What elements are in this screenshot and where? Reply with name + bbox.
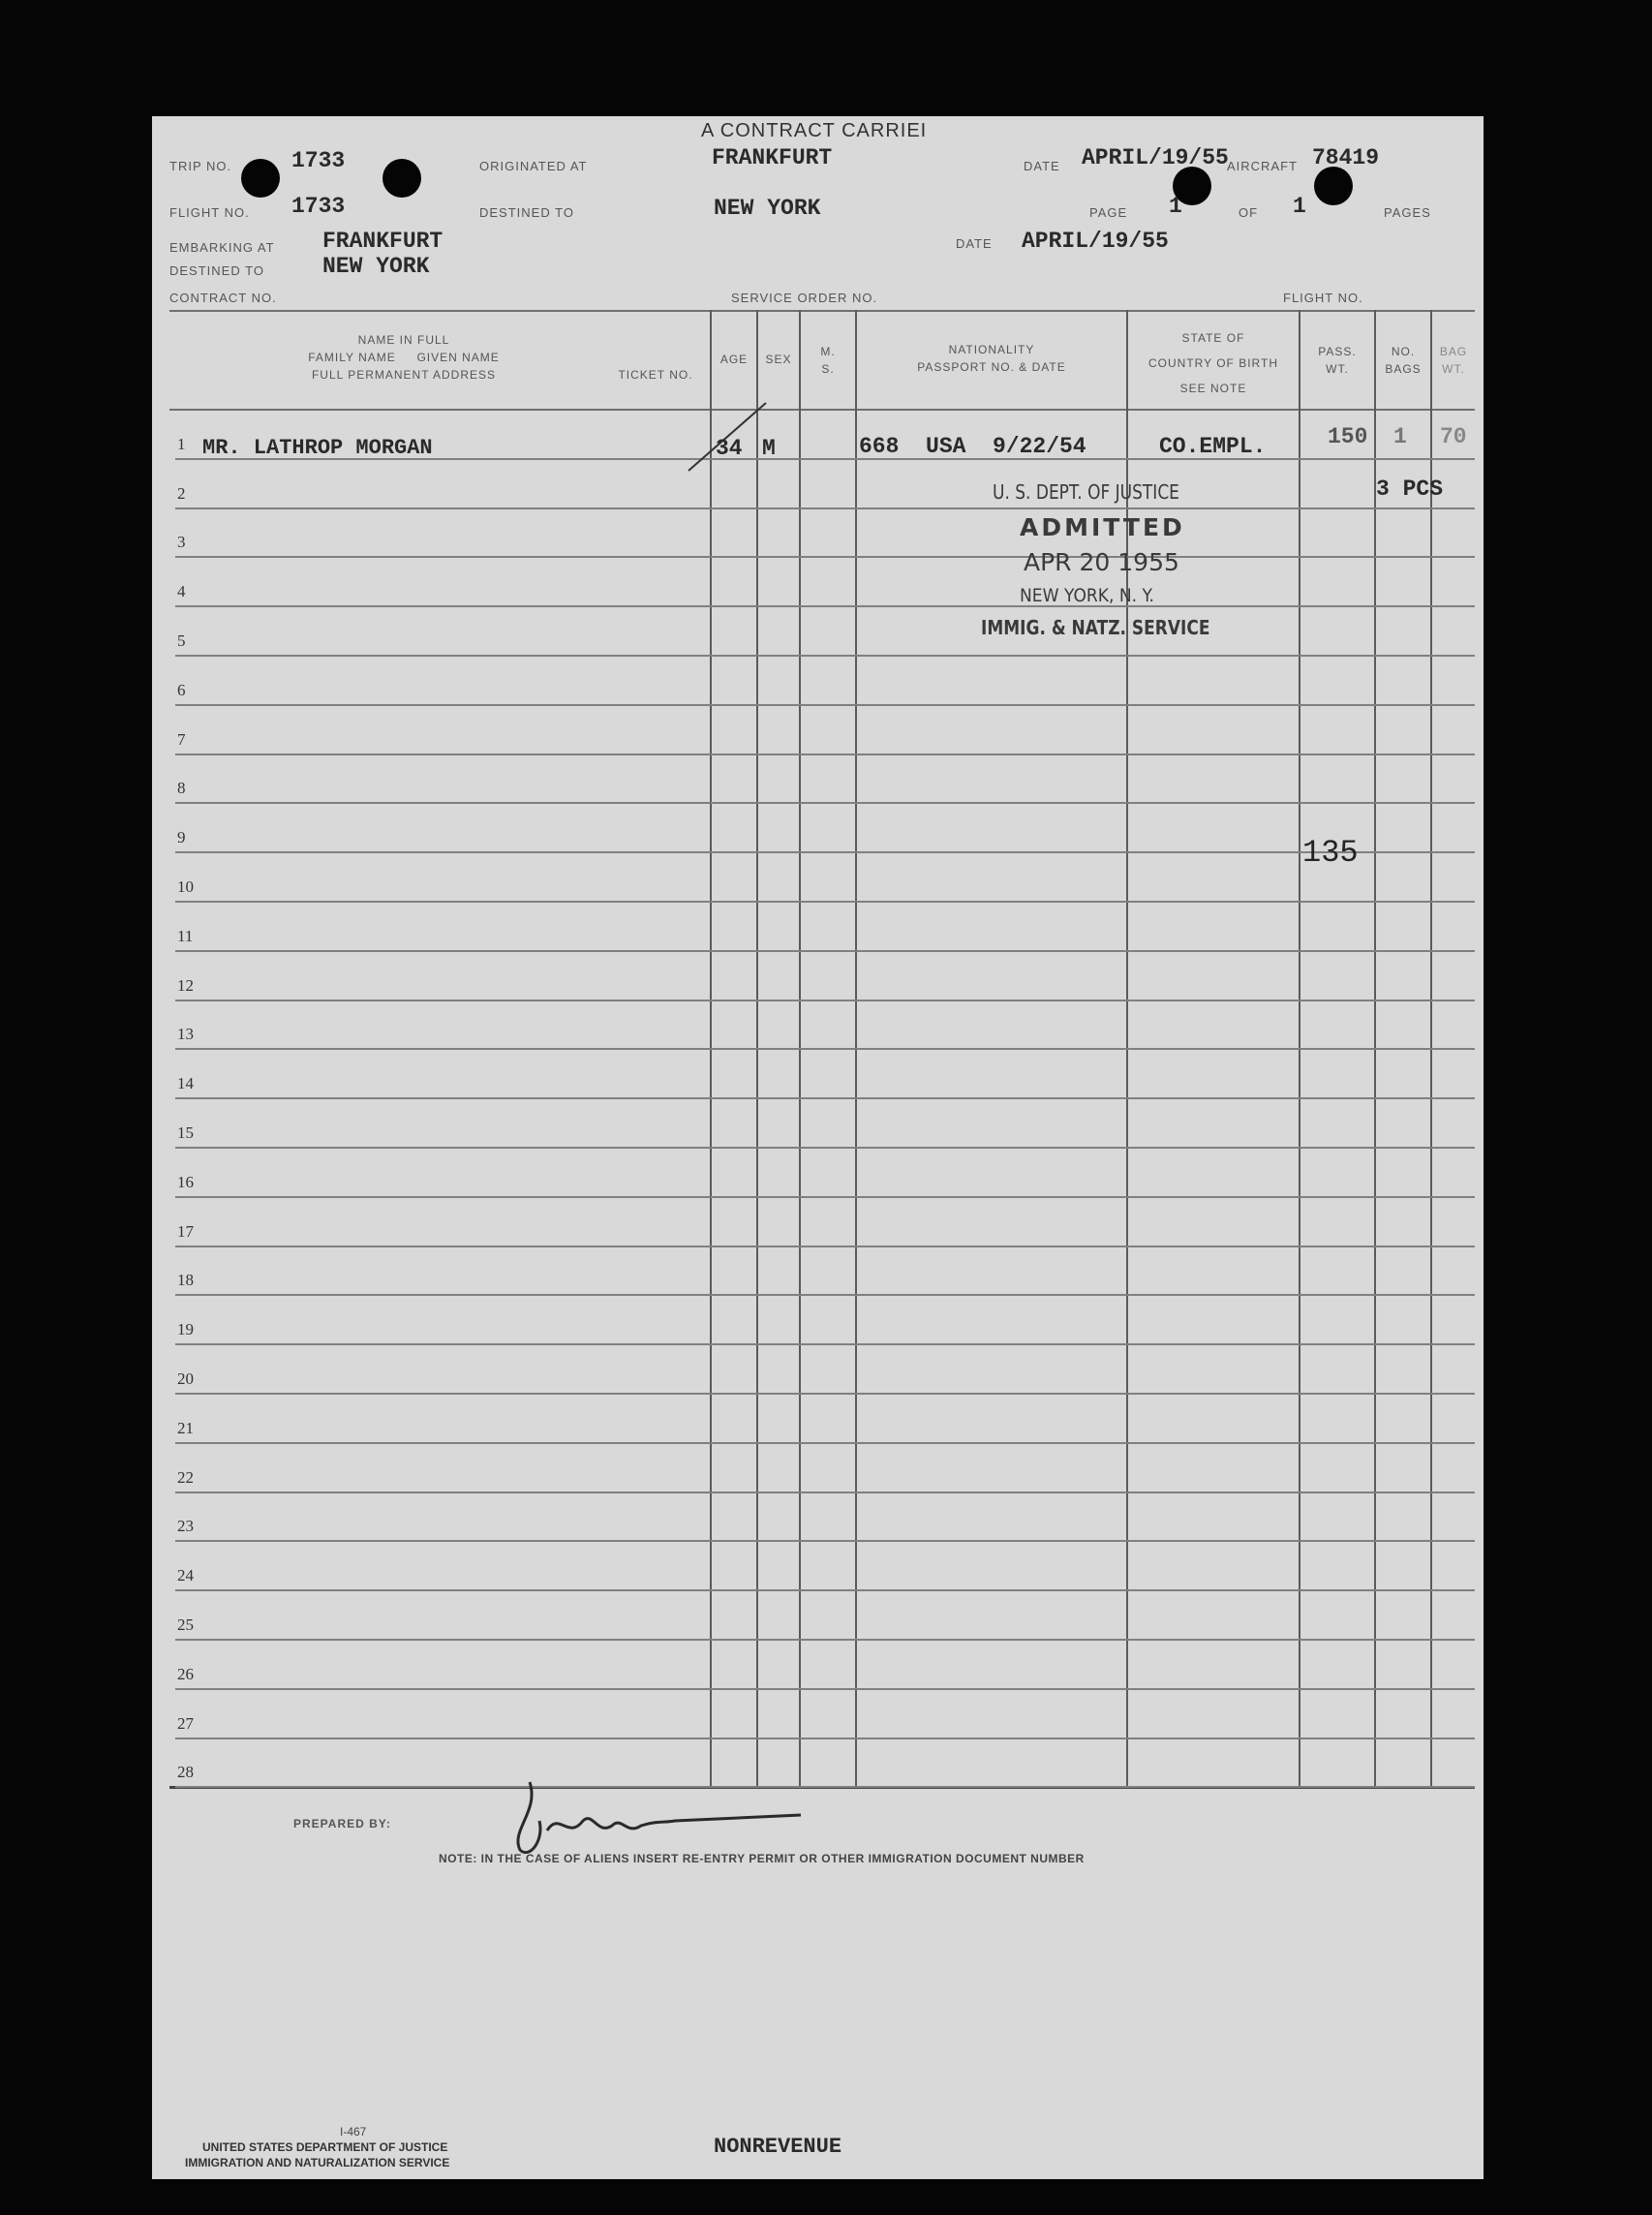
date2-label: DATE <box>956 236 993 251</box>
agency-line2: IMMIGRATION AND NATURALIZATION SERVICE <box>185 2156 450 2169</box>
passenger-sex: M <box>762 436 776 461</box>
pages-label: PAGES <box>1384 205 1431 220</box>
aircraft-no: 78419 <box>1312 145 1380 170</box>
header-ms <box>801 343 855 378</box>
row-rule <box>175 1343 1475 1345</box>
header-sex: SEX <box>765 353 792 366</box>
header-bags <box>1376 343 1430 378</box>
passenger-passport: 668 USA 9/22/54 <box>859 434 1086 459</box>
stamp-line-service: IMMIG. & NATZ. SERVICE <box>981 616 1210 639</box>
header-pass-wt-line1: PASS. <box>1318 345 1357 358</box>
row-number: 2 <box>177 484 186 503</box>
carrier-title: A CONTRACT CARRIEI <box>701 120 928 141</box>
passenger-bags: 1 <box>1393 424 1407 449</box>
header-pass-wt <box>1300 343 1374 378</box>
stamp-line-date: APR 20 1955 <box>1024 548 1179 576</box>
total-weight: 135 <box>1302 835 1359 871</box>
destined-to-label: DESTINED TO <box>479 205 574 220</box>
row-rule <box>175 556 1475 558</box>
destined-to: NEW YORK <box>714 196 821 221</box>
prepared-by-label: PREPARED BY: <box>293 1817 391 1830</box>
row-rule <box>175 802 1475 804</box>
header-bag-wt <box>1432 343 1475 378</box>
row-rule <box>175 1786 1475 1788</box>
flight-no: 1733 <box>291 194 346 219</box>
aircraft-label: AIRCRAFT <box>1227 159 1298 173</box>
row-number: 4 <box>177 582 186 600</box>
row-number: 20 <box>177 1369 194 1388</box>
punch-hole <box>382 159 421 198</box>
row-rule <box>175 1000 1475 1001</box>
signature-stroke <box>518 1782 801 1853</box>
row-number: 10 <box>177 877 194 896</box>
row-number: 22 <box>177 1468 194 1487</box>
row-rule <box>175 754 1475 755</box>
embarking-label: EMBARKING AT <box>169 240 275 255</box>
header-age: AGE <box>719 353 749 366</box>
flight-no2-label: FLIGHT NO. <box>1283 291 1363 305</box>
originated-at: FRANKFURT <box>712 145 833 170</box>
row-rule <box>175 1246 1475 1247</box>
of-label: OF <box>1239 205 1259 220</box>
destined-to2: NEW YORK <box>322 254 430 279</box>
header-ticket: TICKET NO. <box>618 368 693 382</box>
stamp-line-city: NEW YORK, N. Y. <box>1020 585 1154 606</box>
header-bag-wt-line1: BAG <box>1439 345 1468 358</box>
trip-no-label: TRIP NO. <box>169 159 232 173</box>
header-state-line1: STATE OF <box>1181 331 1245 345</box>
row-number: 14 <box>177 1074 194 1092</box>
row-rule <box>175 901 1475 903</box>
row-number: 17 <box>177 1222 194 1241</box>
passenger-bag-wt: 70 <box>1440 424 1467 449</box>
row-number: 12 <box>177 976 194 995</box>
destined-to2-label: DESTINED TO <box>169 263 264 278</box>
row-rule <box>175 1393 1475 1395</box>
punch-hole <box>1314 167 1353 205</box>
manifest-page <box>152 116 1484 2179</box>
row-rule <box>175 508 1475 509</box>
row-number: 5 <box>177 631 186 650</box>
row-number: 8 <box>177 779 186 797</box>
row-rule <box>175 1097 1475 1099</box>
row-number: 25 <box>177 1615 194 1634</box>
passenger-pass-wt: 150 <box>1328 424 1368 449</box>
row-number: 21 <box>177 1419 194 1437</box>
row-rule <box>175 1639 1475 1641</box>
header-nat-line1: NATIONALITY <box>948 343 1035 356</box>
row-rule <box>175 655 1475 657</box>
row-number: 23 <box>177 1517 194 1535</box>
header-bags-line2: BAGS <box>1385 362 1422 376</box>
header-ms-line2: S. <box>821 362 835 376</box>
header-bags-line1: NO. <box>1391 345 1416 358</box>
form-number: I-467 <box>340 2125 367 2138</box>
stamp-line-admitted: ADMITTED <box>1020 513 1185 541</box>
header-name-line1: NAME IN FULL <box>357 333 450 347</box>
row-number: 9 <box>177 828 186 846</box>
originated-at-label: ORIGINATED AT <box>479 159 588 173</box>
trip-no: 1733 <box>291 148 346 173</box>
row-number: 6 <box>177 681 186 699</box>
passenger-pieces: 3 PCS <box>1376 477 1444 502</box>
immigration-note: NOTE: IN THE CASE OF ALIENS INSERT RE-ENTRY PERMIT OR OTHER IMMIGRATION DOCUMENT NUMBER <box>439 1852 1085 1865</box>
row-number: 19 <box>177 1320 194 1338</box>
header-name <box>210 331 597 384</box>
row-rule <box>175 1196 1475 1198</box>
date-label: DATE <box>1024 159 1060 173</box>
row-rule <box>175 950 1475 952</box>
page-no: 1 <box>1169 194 1182 219</box>
header-state-line3: SEE NOTE <box>1179 382 1247 395</box>
row-number: 1 <box>177 435 186 453</box>
agency-line1: UNITED STATES DEPARTMENT OF JUSTICE <box>202 2140 448 2154</box>
service-order-label: SERVICE ORDER NO. <box>731 291 878 305</box>
header-bag-wt-line2: WT. <box>1442 362 1465 376</box>
contract-no-label: CONTRACT NO. <box>169 291 277 305</box>
table-top-rule <box>169 310 1475 312</box>
passenger-age: 34 <box>716 436 743 461</box>
row-rule <box>175 704 1475 706</box>
header-bottom-rule <box>169 409 1475 411</box>
row-number: 26 <box>177 1665 194 1683</box>
date: APRIL/19/55 <box>1082 145 1229 170</box>
header-ms-line1: M. <box>820 345 836 358</box>
row-rule <box>175 1442 1475 1444</box>
row-number: 24 <box>177 1566 194 1584</box>
page-label: PAGE <box>1089 205 1128 220</box>
row-rule <box>175 1294 1475 1296</box>
date2: APRIL/19/55 <box>1022 229 1169 254</box>
row-rule <box>175 1147 1475 1149</box>
row-number: 3 <box>177 533 186 551</box>
stamp-line-dept: U. S. DEPT. OF JUSTICE <box>993 480 1179 504</box>
row-number: 11 <box>177 927 194 945</box>
header-state-line2: COUNTRY OF BIRTH <box>1147 356 1278 370</box>
header-name-line3: FULL PERMANENT ADDRESS <box>311 368 497 382</box>
row-rule <box>175 1048 1475 1050</box>
row-rule <box>175 1738 1475 1739</box>
punch-hole <box>241 159 280 198</box>
header-pass-wt-line2: WT. <box>1326 362 1349 376</box>
of-pages: 1 <box>1293 194 1306 219</box>
row-number: 16 <box>177 1173 194 1191</box>
row-number: 18 <box>177 1271 194 1289</box>
row-rule <box>175 1589 1475 1591</box>
header-state <box>1128 325 1299 401</box>
header-nat-line2: PASSPORT NO. & DATE <box>917 360 1066 374</box>
embarking-at: FRANKFURT <box>322 229 444 254</box>
flight-no-label: FLIGHT NO. <box>169 205 250 220</box>
row-rule <box>175 1540 1475 1542</box>
header-name-line2: FAMILY NAME GIVEN NAME <box>308 351 500 364</box>
header-nationality <box>857 341 1126 376</box>
nonrevenue-stamp: NONREVENUE <box>714 2135 842 2159</box>
row-rule <box>175 851 1475 853</box>
row-rule <box>175 1688 1475 1690</box>
passenger-name: MR. LATHROP MORGAN <box>202 436 433 460</box>
row-number: 27 <box>177 1714 194 1733</box>
row-rule <box>175 1492 1475 1493</box>
row-number: 15 <box>177 1123 194 1142</box>
row-number: 7 <box>177 730 186 749</box>
row-rule <box>175 605 1475 607</box>
row-number: 13 <box>177 1025 194 1043</box>
row-number: 28 <box>177 1763 194 1781</box>
passenger-birth: CO.EMPL. <box>1159 434 1267 459</box>
